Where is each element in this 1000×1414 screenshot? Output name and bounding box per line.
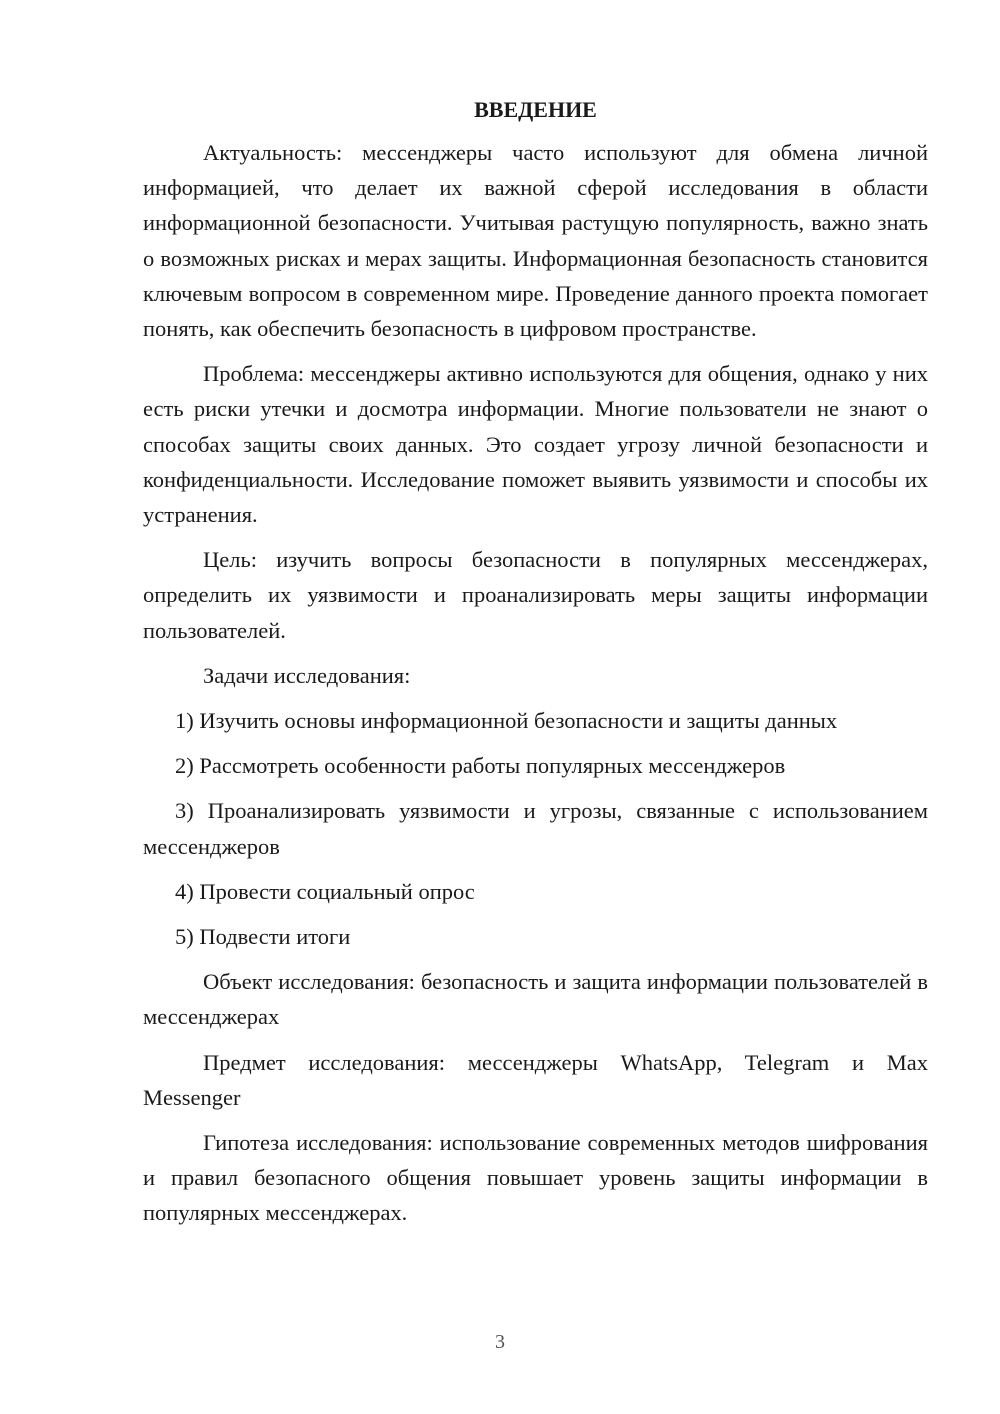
task-item-4: 4) Провести социальный опрос bbox=[175, 878, 475, 904]
task-item-1: 1) Изучить основы информационной безопасности и защиты данных bbox=[175, 708, 838, 734]
task-item-2: 2) Рассмотреть особенности работы популярных мессенджеров bbox=[175, 753, 786, 779]
task-item-3: 3) Проанализировать уязвимости и угрозы, связанные с использованием мессенджеров bbox=[143, 798, 928, 859]
tasks-heading: Задачи исследования: bbox=[203, 662, 411, 688]
paragraph-goal: Цель: изучить вопросы безопасности в популярных мессенджерах, определить их уязвимости и проанализировать меры защиты информации пользователей. bbox=[143, 547, 928, 643]
paragraph-object: Объект исследования: безопасность и защита информации пользователей в мессенджерах bbox=[143, 969, 928, 1030]
page-number: 3 bbox=[495, 1331, 505, 1353]
paragraph-relevance: Актуальность: мессенджеры часто используют для обмена личной информацией, что делает их важной сферой исследования в области информационной безопасности. Учитывая растущую популярность, важно знать о возможных рисках и мерах защиты. Информационная безопасность становится ключевым вопросом в современном мире. Проведение данного проекта помогает понять, как обеспечить безопасность в цифровом пространстве. bbox=[143, 140, 928, 342]
document-page bbox=[143, 92, 928, 1241]
task-item-5: 5) Подвести итоги bbox=[175, 924, 351, 950]
paragraph-hypothesis: Гипотеза исследования: использование современных методов шифрования и правил безопасного общения повышает уровень защиты информации в популярных мессенджерах. bbox=[143, 1130, 928, 1226]
section-title: ВВЕДЕНИЕ bbox=[474, 97, 597, 122]
paragraph-problem: Проблема: мессенджеры активно используются для общения, однако у них есть риски утечки и досмотра информации. Многие пользователи не знают о способах защиты своих данных. Это создает угрозу личной безопасности и конфиденциальности. Исследование поможет выявить уязвимости и способы их устранения. bbox=[143, 361, 928, 528]
paragraph-subject: Предмет исследования: мессенджеры WhatsApp, Telegram и Max Messenger bbox=[143, 1049, 928, 1110]
